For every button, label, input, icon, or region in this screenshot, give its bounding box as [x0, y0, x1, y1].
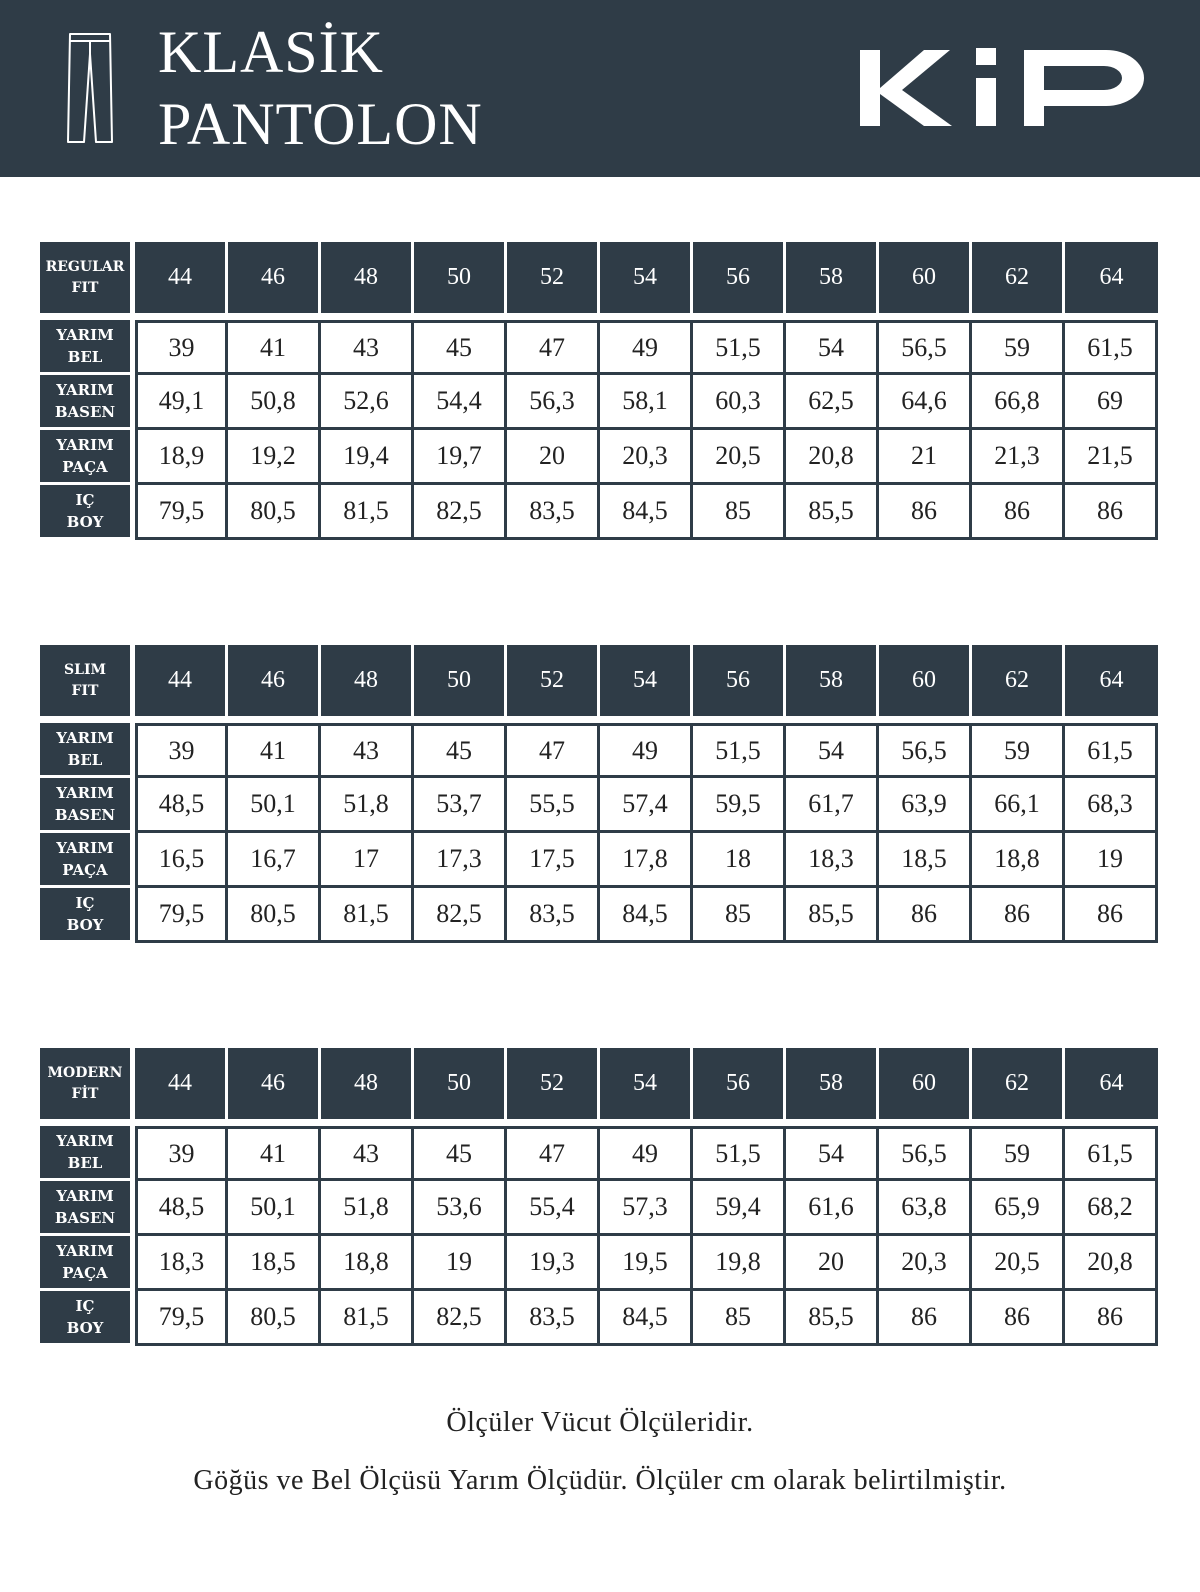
- table-cell: 57,3: [600, 1181, 693, 1236]
- table-cell: 80,5: [228, 888, 321, 943]
- size-52: 52: [507, 645, 600, 720]
- table-cell: 20,5: [693, 430, 786, 485]
- size-48: 48: [321, 1048, 414, 1123]
- table-cell: 82,5: [414, 485, 507, 540]
- table-cell: 86: [879, 485, 972, 540]
- table-cell: 83,5: [507, 888, 600, 943]
- title-line-1: KLASİK: [158, 19, 384, 85]
- page-title: [158, 16, 483, 160]
- table-cell: 85,5: [786, 888, 879, 943]
- table-cell: 41: [228, 723, 321, 778]
- size-table-slim: [40, 645, 1158, 720]
- table-cell: 20,8: [1065, 1236, 1158, 1291]
- fit-label: [40, 1048, 135, 1123]
- table-cell: 85,5: [786, 1291, 879, 1346]
- table-cell: 20,3: [600, 430, 693, 485]
- size-44: 44: [135, 1048, 228, 1123]
- table-cell: 54: [786, 320, 879, 375]
- table-cell: 19,2: [228, 430, 321, 485]
- table-cell: 59: [972, 320, 1065, 375]
- row-label: [40, 778, 135, 833]
- table-cell: 85: [693, 1291, 786, 1346]
- size-values-slim: [40, 723, 1158, 943]
- row-label-line-1: IÇ: [75, 1297, 95, 1315]
- table-cell: 56,3: [507, 375, 600, 430]
- table-cell: 59,4: [693, 1181, 786, 1236]
- table-cell: 45: [414, 1126, 507, 1181]
- table-cell: 45: [414, 723, 507, 778]
- table-cell: 18,9: [135, 430, 228, 485]
- table-cell: 20: [786, 1236, 879, 1291]
- row-label: [40, 1126, 135, 1181]
- table-cell: 53,6: [414, 1181, 507, 1236]
- table-row: [40, 1291, 1158, 1346]
- row-label-line-2: BASEN: [54, 806, 116, 824]
- table-cell: 41: [228, 1126, 321, 1181]
- table-row: [40, 430, 1158, 485]
- table-cell: 81,5: [321, 485, 414, 540]
- size-46: 46: [228, 645, 321, 720]
- table-cell: 61,5: [1065, 1126, 1158, 1181]
- row-label-line-1: YARIM: [56, 1132, 114, 1150]
- row-label: [40, 320, 135, 375]
- table-cell: 59,5: [693, 778, 786, 833]
- size-52: 52: [507, 1048, 600, 1123]
- size-44: 44: [135, 242, 228, 317]
- table-cell: 50,1: [228, 1181, 321, 1236]
- table-cell: 50,1: [228, 778, 321, 833]
- row-label-line-2: BASEN: [54, 1209, 116, 1227]
- table-cell: 86: [1065, 888, 1158, 943]
- row-label: [40, 1181, 135, 1236]
- table-cell: 86: [972, 1291, 1065, 1346]
- table-cell: 47: [507, 723, 600, 778]
- table-cell: 59: [972, 723, 1065, 778]
- row-label-line-2: PAÇA: [62, 861, 108, 879]
- size-values-regular: [40, 320, 1158, 540]
- table-cell: 19,5: [600, 1236, 693, 1291]
- row-label: [40, 1291, 135, 1346]
- table-cell: 85: [693, 888, 786, 943]
- table-cell: 18: [693, 833, 786, 888]
- size-64: 64: [1065, 645, 1158, 720]
- row-label-line-2: BEL: [67, 751, 103, 769]
- row-label-line-1: YARIM: [56, 1242, 114, 1260]
- row-label-line-1: IÇ: [75, 491, 95, 509]
- footer-note-1: Ölçüler Vücut Ölçüleridir.: [446, 1407, 754, 1438]
- size-60: 60: [879, 1048, 972, 1123]
- table-cell: 20,5: [972, 1236, 1065, 1291]
- table-cell: 83,5: [507, 485, 600, 540]
- size-44: 44: [135, 645, 228, 720]
- row-label-line-1: YARIM: [56, 1187, 114, 1205]
- table-cell: 51,5: [693, 723, 786, 778]
- table-cell: 85: [693, 485, 786, 540]
- table-cell: 57,4: [600, 778, 693, 833]
- table-cell: 17,8: [600, 833, 693, 888]
- table-cell: 86: [972, 888, 1065, 943]
- size-62: 62: [972, 242, 1065, 317]
- size-48: 48: [321, 242, 414, 317]
- size-46: 46: [228, 1048, 321, 1123]
- table-row: [40, 1181, 1158, 1236]
- row-label: [40, 430, 135, 485]
- table-cell: 51,5: [693, 320, 786, 375]
- table-cell: 53,7: [414, 778, 507, 833]
- table-cell: 39: [135, 1126, 228, 1181]
- table-cell: 51,8: [321, 1181, 414, 1236]
- table-cell: 49: [600, 1126, 693, 1181]
- table-cell: 45: [414, 320, 507, 375]
- table-cell: 52,6: [321, 375, 414, 430]
- table-cell: 39: [135, 320, 228, 375]
- size-62: 62: [972, 1048, 1065, 1123]
- table-cell: 43: [321, 1126, 414, 1181]
- table-cell: 49: [600, 723, 693, 778]
- fit-label-line-2: FİT: [71, 1085, 99, 1102]
- table-cell: 60,3: [693, 375, 786, 430]
- table-cell: 20,3: [879, 1236, 972, 1291]
- table-cell: 61,5: [1065, 723, 1158, 778]
- table-cell: 82,5: [414, 888, 507, 943]
- table-cell: 21,5: [1065, 430, 1158, 485]
- size-58: 58: [786, 1048, 879, 1123]
- size-60: 60: [879, 242, 972, 317]
- table-cell: 18,3: [135, 1236, 228, 1291]
- table-cell: 81,5: [321, 888, 414, 943]
- table-row: [40, 1236, 1158, 1291]
- table-cell: 84,5: [600, 888, 693, 943]
- table-cell: 47: [507, 1126, 600, 1181]
- table-cell: 18,5: [228, 1236, 321, 1291]
- row-label: [40, 375, 135, 430]
- table-cell: 18,8: [972, 833, 1065, 888]
- table-row: [40, 1126, 1158, 1181]
- table-cell: 79,5: [135, 888, 228, 943]
- row-label-line-2: PAÇA: [62, 458, 108, 476]
- row-label-line-2: BEL: [67, 348, 103, 366]
- size-50: 50: [414, 242, 507, 317]
- row-label-line-1: YARIM: [56, 326, 114, 344]
- table-cell: 18,8: [321, 1236, 414, 1291]
- table-cell: 43: [321, 320, 414, 375]
- table-cell: 47: [507, 320, 600, 375]
- row-label: [40, 833, 135, 888]
- table-cell: 68,2: [1065, 1181, 1158, 1236]
- table-cell: 19,7: [414, 430, 507, 485]
- table-cell: 56,5: [879, 723, 972, 778]
- table-cell: 61,6: [786, 1181, 879, 1236]
- table-cell: 21: [879, 430, 972, 485]
- size-60: 60: [879, 645, 972, 720]
- row-label-line-2: BEL: [67, 1154, 103, 1172]
- table-cell: 64,6: [879, 375, 972, 430]
- table-row: [40, 485, 1158, 540]
- table-row: [40, 778, 1158, 833]
- table-cell: 19,4: [321, 430, 414, 485]
- table-cell: 19,8: [693, 1236, 786, 1291]
- table-cell: 81,5: [321, 1291, 414, 1346]
- row-label-line-1: YARIM: [56, 839, 114, 857]
- size-64: 64: [1065, 242, 1158, 317]
- table-cell: 17: [321, 833, 414, 888]
- table-cell: 18,5: [879, 833, 972, 888]
- size-52: 52: [507, 242, 600, 317]
- table-cell: 61,5: [1065, 320, 1158, 375]
- size-56: 56: [693, 645, 786, 720]
- size-values-modern: [40, 1126, 1158, 1346]
- table-row: [40, 888, 1158, 943]
- table-cell: 54: [786, 1126, 879, 1181]
- title-line-2: PANTOLON: [158, 91, 483, 157]
- table-cell: 63,8: [879, 1181, 972, 1236]
- row-label: [40, 723, 135, 778]
- table-cell: 17,3: [414, 833, 507, 888]
- table-cell: 49,1: [135, 375, 228, 430]
- row-label-line-2: BOY: [66, 916, 104, 934]
- table-cell: 84,5: [600, 1291, 693, 1346]
- table-cell: 50,8: [228, 375, 321, 430]
- table-cell: 84,5: [600, 485, 693, 540]
- table-row: [40, 320, 1158, 375]
- row-label: [40, 1236, 135, 1291]
- table-cell: 65,9: [972, 1181, 1065, 1236]
- table-cell: 79,5: [135, 1291, 228, 1346]
- size-50: 50: [414, 645, 507, 720]
- size-58: 58: [786, 645, 879, 720]
- size-62: 62: [972, 645, 1065, 720]
- table-cell: 80,5: [228, 1291, 321, 1346]
- size-table-modern: [40, 1048, 1158, 1123]
- row-label: [40, 888, 135, 943]
- table-cell: 79,5: [135, 485, 228, 540]
- size-46: 46: [228, 242, 321, 317]
- table-cell: 66,1: [972, 778, 1065, 833]
- table-cell: 62,5: [786, 375, 879, 430]
- size-table-regular: [40, 242, 1158, 317]
- table-cell: 86: [879, 1291, 972, 1346]
- table-cell: 54,4: [414, 375, 507, 430]
- fit-label: [40, 242, 135, 317]
- row-label-line-1: YARIM: [56, 784, 114, 802]
- table-cell: 19: [414, 1236, 507, 1291]
- size-56: 56: [693, 1048, 786, 1123]
- table-cell: 83,5: [507, 1291, 600, 1346]
- row-label-line-2: BOY: [66, 1319, 104, 1337]
- table-cell: 68,3: [1065, 778, 1158, 833]
- table-cell: 17,5: [507, 833, 600, 888]
- table-row: [40, 833, 1158, 888]
- table-cell: 56,5: [879, 1126, 972, 1181]
- table-cell: 41: [228, 320, 321, 375]
- table-cell: 69: [1065, 375, 1158, 430]
- table-cell: 82,5: [414, 1291, 507, 1346]
- table-cell: 19: [1065, 833, 1158, 888]
- table-cell: 80,5: [228, 485, 321, 540]
- table-cell: 16,5: [135, 833, 228, 888]
- table-cell: 58,1: [600, 375, 693, 430]
- table-cell: 21,3: [972, 430, 1065, 485]
- footer-note-2: Göğüs ve Bel Ölçüsü Yarım Ölçüdür. Ölçüler cm olarak belirtilmiştir.: [193, 1465, 1007, 1496]
- row-label-line-1: YARIM: [56, 381, 114, 399]
- fit-label-line-2: FIT: [71, 279, 99, 296]
- table-cell: 86: [1065, 485, 1158, 540]
- size-50: 50: [414, 1048, 507, 1123]
- size-56: 56: [693, 242, 786, 317]
- table-cell: 16,7: [228, 833, 321, 888]
- table-cell: 86: [879, 888, 972, 943]
- table-cell: 48,5: [135, 778, 228, 833]
- table-cell: 63,9: [879, 778, 972, 833]
- fit-label-line-2: FIT: [71, 682, 99, 699]
- table-cell: 56,5: [879, 320, 972, 375]
- table-cell: 39: [135, 723, 228, 778]
- row-label-line-1: IÇ: [75, 894, 95, 912]
- table-cell: 48,5: [135, 1181, 228, 1236]
- table-cell: 59: [972, 1126, 1065, 1181]
- table-cell: 54: [786, 723, 879, 778]
- table-cell: 51,5: [693, 1126, 786, 1181]
- fit-label-line-1: REGULAR: [45, 258, 125, 275]
- size-58: 58: [786, 242, 879, 317]
- row-label-line-2: BOY: [66, 513, 104, 531]
- table-cell: 61,7: [786, 778, 879, 833]
- row-label-line-1: YARIM: [56, 729, 114, 747]
- table-row: [40, 723, 1158, 778]
- table-cell: 85,5: [786, 485, 879, 540]
- table-cell: 55,4: [507, 1181, 600, 1236]
- size-54: 54: [600, 1048, 693, 1123]
- fit-label-line-1: SLIM: [64, 661, 106, 678]
- size-header-row: [40, 242, 1158, 317]
- table-cell: 86: [1065, 1291, 1158, 1346]
- table-cell: 20: [507, 430, 600, 485]
- table-cell: 55,5: [507, 778, 600, 833]
- table-cell: 43: [321, 723, 414, 778]
- size-64: 64: [1065, 1048, 1158, 1123]
- size-54: 54: [600, 242, 693, 317]
- size-48: 48: [321, 645, 414, 720]
- table-cell: 49: [600, 320, 693, 375]
- row-label-line-2: BASEN: [54, 403, 116, 421]
- row-label-line-1: YARIM: [56, 436, 114, 454]
- kip-logo: [858, 44, 1146, 132]
- table-cell: 19,3: [507, 1236, 600, 1291]
- size-54: 54: [600, 645, 693, 720]
- row-label-line-2: PAÇA: [62, 1264, 108, 1282]
- header-banner: [0, 0, 1200, 177]
- pants-icon: [64, 32, 116, 144]
- size-header-row: [40, 1048, 1158, 1123]
- table-cell: 18,3: [786, 833, 879, 888]
- table-cell: 86: [972, 485, 1065, 540]
- table-cell: 66,8: [972, 375, 1065, 430]
- table-row: [40, 375, 1158, 430]
- table-cell: 20,8: [786, 430, 879, 485]
- fit-label: [40, 645, 135, 720]
- row-label: [40, 485, 135, 540]
- fit-label-line-1: MODERN: [47, 1064, 123, 1081]
- size-header-row: [40, 645, 1158, 720]
- table-cell: 51,8: [321, 778, 414, 833]
